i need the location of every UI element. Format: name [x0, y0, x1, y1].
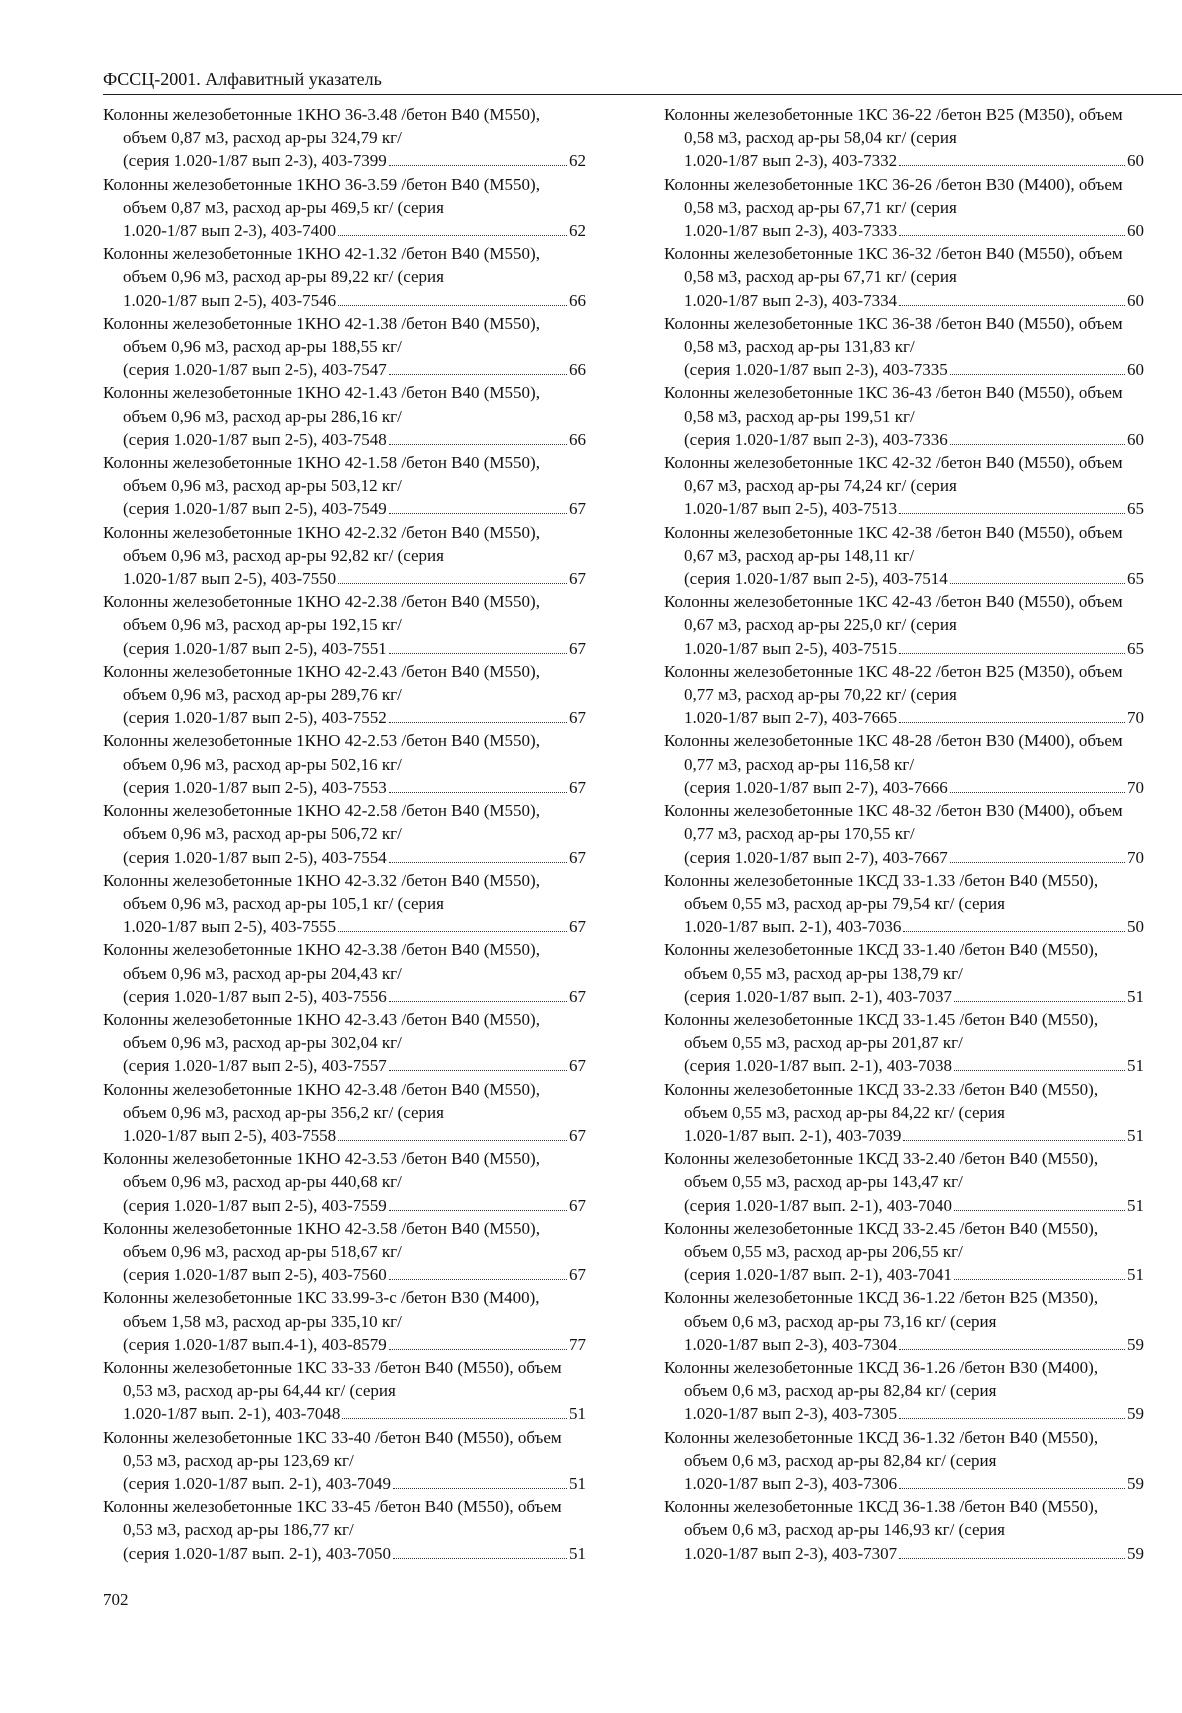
- index-entry-reference: [684, 497, 1144, 520]
- index-entry-code: (серия 1.020-1/87 вып 2-5), 403-7559: [123, 1195, 387, 1215]
- index-entry-page: 60: [1127, 221, 1144, 241]
- index-entry-text: Колонны железобетонные 1КС 33-33 /бетон В40 (М550), объем 0,53 м3, расход ар-ры 64,44 кг/ (серия: [103, 1357, 562, 1401]
- dot-leader: [389, 862, 567, 863]
- dot-leader: [903, 931, 1125, 932]
- dot-leader: [389, 1210, 567, 1211]
- dot-leader: [954, 1001, 1125, 1002]
- index-entry-code: (серия 1.020-1/87 вып 2-5), 403-7556: [123, 986, 387, 1006]
- index-entry-text: Колонны железобетонные 1КС 36-22 /бетон В25 (М350), объем 0,58 м3, расход ар-ры 58,04 кг/ (серия: [664, 105, 1123, 148]
- index-entry: [664, 938, 1144, 1008]
- index-entry-text: Колонны железобетонные 1КНО 42-2.53 /бетон В40 (М550), объем 0,96 м3, расход ар-ры 502,16 кг/: [103, 731, 540, 774]
- dot-leader: [899, 235, 1125, 236]
- index-entry-page: 77: [569, 1334, 586, 1354]
- dot-leader: [338, 583, 567, 584]
- index-entry-page: 51: [569, 1404, 586, 1424]
- index-entry-reference: [684, 1542, 1144, 1565]
- index-entry-page: 59: [1127, 1543, 1144, 1563]
- dot-leader: [393, 1488, 567, 1489]
- index-entry: [664, 312, 1144, 382]
- dot-leader: [950, 444, 1125, 445]
- index-entry-reference: [684, 915, 1144, 938]
- index-entry: [664, 1217, 1144, 1287]
- index-entry: [103, 660, 586, 730]
- index-entry: [664, 451, 1144, 521]
- index-entry-reference: [684, 1472, 1144, 1495]
- dot-leader: [899, 653, 1125, 654]
- index-entry-code: 1.020-1/87 вып 2-3), 403-7305: [684, 1404, 898, 1424]
- index-entry-code: 1.020-1/87 вып 2-5), 403-7558: [123, 1125, 337, 1145]
- index-entry-text: Колонны железобетонные 1КС 36-32 /бетон В40 (М550), объем 0,58 м3, расход ар-ры 67,71 кг/ (серия: [664, 244, 1123, 287]
- index-entry: [664, 1286, 1144, 1356]
- index-entry-code: (серия 1.020-1/87 вып 2-7), 403-7667: [684, 847, 948, 867]
- index-entry: [664, 799, 1144, 869]
- index-entry: [664, 381, 1144, 451]
- index-entry-text: Колонны железобетонные 1КНО 36-3.59 /бетон В40 (М550), объем 0,87 м3, расход ар-ры 469,5 кг/ (серия: [103, 174, 540, 217]
- index-entry-reference: [123, 1333, 586, 1356]
- dot-leader: [950, 583, 1125, 584]
- index-entry-text: Колонны железобетонные 1КСД 36-1.22 /бетон В25 (М350), объем 0,6 м3, расход ар-ры 73,16 кг/ (серия: [664, 1288, 1099, 1331]
- index-entry: [103, 799, 586, 869]
- index-entry-text: Колонны железобетонные 1КСД 33-1.33 /бетон В40 (М550), объем 0,55 м3, расход ар-ры 79,54 кг/ (серия: [664, 870, 1099, 913]
- index-entry-reference: [123, 985, 586, 1008]
- index-entry-page: 67: [569, 986, 586, 1006]
- index-entry-page: 66: [569, 290, 586, 310]
- index-entry-reference: [684, 776, 1144, 799]
- dot-leader: [389, 722, 567, 723]
- index-entry-code: 1.020-1/87 вып 2-3), 403-7332: [684, 151, 898, 171]
- index-entry: [664, 869, 1144, 939]
- index-entry: [103, 312, 586, 382]
- index-entry-reference: [684, 846, 1144, 869]
- index-entry: [103, 451, 586, 521]
- index-entry-reference: [684, 1054, 1144, 1077]
- index-entry-page: 51: [1127, 986, 1144, 1006]
- index-entry-reference: [123, 1263, 586, 1286]
- index-entry-page: 67: [569, 1056, 586, 1076]
- index-entry-page: 70: [1127, 777, 1144, 797]
- index-entry-text: Колонны железобетонные 1КС 33-40 /бетон В40 (М550), объем 0,53 м3, расход ар-ры 123,69 кг/: [103, 1427, 562, 1470]
- index-entry-code: (серия 1.020-1/87 вып 2-5), 403-7560: [123, 1265, 387, 1285]
- index-entry-reference: [123, 289, 586, 312]
- index-entry-reference: [123, 497, 586, 520]
- index-entry-text: Колонны железобетонные 1КС 48-22 /бетон В25 (М350), объем 0,77 м3, расход ар-ры 70,22 кг/ (серия: [664, 661, 1123, 705]
- index-entry-page: 67: [569, 499, 586, 519]
- index-entry-page: 59: [1127, 1404, 1144, 1424]
- dot-leader: [389, 1001, 567, 1002]
- dot-leader: [954, 1210, 1125, 1211]
- dot-leader: [389, 165, 567, 166]
- dot-leader: [389, 513, 567, 514]
- index-entry-reference: [123, 1124, 586, 1147]
- index-entry-text: Колонны железобетонные 1КС 42-43 /бетон В40 (М550), объем 0,67 м3, расход ар-ры 225,0 кг/ (серия: [664, 592, 1123, 635]
- index-entry-text: Колонны железобетонные 1КНО 42-3.43 /бетон В40 (М550), объем 0,96 м3, расход ар-ры 302,04 кг/: [103, 1009, 540, 1053]
- dot-leader: [899, 1349, 1125, 1350]
- dot-leader: [389, 1070, 567, 1071]
- dot-leader: [338, 235, 567, 236]
- index-entry-text: Колонны железобетонные 1КНО 42-1.43 /бетон В40 (М550), объем 0,96 м3, расход ар-ры 286,16 кг/: [103, 383, 540, 426]
- index-entry-text: Колонны железобетонные 1КНО 42-3.58 /бетон В40 (М550), объем 0,96 м3, расход ар-ры 518,67 кг/: [103, 1218, 540, 1261]
- dot-leader: [342, 1418, 567, 1419]
- index-entry: [103, 1426, 586, 1496]
- index-entry-page: 67: [569, 708, 586, 728]
- index-entry-page: 59: [1127, 1473, 1144, 1493]
- index-entry-reference: [123, 567, 586, 590]
- index-entry-reference: [123, 706, 586, 729]
- index-entry-page: 51: [569, 1473, 586, 1493]
- index-entry-page: 67: [569, 569, 586, 589]
- index-entry: [103, 1356, 586, 1426]
- index-entry-code: (серия 1.020-1/87 вып. 2-1), 403-7050: [123, 1543, 392, 1563]
- index-column-left: [103, 103, 586, 1565]
- index-entry: [103, 590, 586, 660]
- index-entry-code: (серия 1.020-1/87 вып 2-3), 403-7335: [684, 360, 948, 380]
- dot-leader: [393, 1558, 567, 1559]
- header-title: ФССЦ-2001. Алфавитный указатель: [103, 69, 382, 89]
- index-entry-text: Колонны железобетонные 1КС 42-38 /бетон В40 (М550), объем 0,67 м3, расход ар-ры 148,11 кг/: [664, 522, 1123, 565]
- index-entry-page: 66: [569, 360, 586, 380]
- index-entry: [103, 938, 586, 1008]
- index-entry-reference: [684, 706, 1144, 729]
- index-entry-code: 1.020-1/87 вып 2-3), 403-7306: [684, 1473, 898, 1493]
- index-entry-text: Колонны железобетонные 1КНО 42-2.32 /бетон В40 (М550), объем 0,96 м3, расход ар-ры 92,82 кг/ (серия: [103, 522, 540, 565]
- index-entry-code: 1.020-1/87 вып 2-3), 403-7307: [684, 1543, 898, 1563]
- index-entry-code: (серия 1.020-1/87 вып. 2-1), 403-7037: [684, 986, 953, 1006]
- dot-leader: [954, 1279, 1125, 1280]
- index-entry-page: 67: [569, 917, 586, 937]
- index-entry: [664, 242, 1144, 312]
- index-entry-text: Колонны железобетонные 1КНО 42-1.32 /бетон В40 (М550), объем 0,96 м3, расход ар-ры 89,22 кг/ (серия: [103, 244, 540, 287]
- index-entry-text: Колонны железобетонные 1КС 33-45 /бетон В40 (М550), объем 0,53 м3, расход ар-ры 186,77 кг/: [103, 1497, 562, 1540]
- index-entry-page: 67: [569, 1195, 586, 1215]
- index-entry: [103, 1495, 586, 1565]
- dot-leader: [899, 1418, 1125, 1419]
- index-entry: [103, 869, 586, 939]
- index-entry-text: Колонны железобетонные 1КСД 36-1.38 /бетон В40 (М550), объем 0,6 м3, расход ар-ры 146,93 кг/ (серия: [664, 1497, 1099, 1540]
- dot-leader: [950, 792, 1125, 793]
- index-entry-code: (серия 1.020-1/87 вып 2-7), 403-7666: [684, 777, 948, 797]
- index-entry-text: Колонны железобетонные 1КНО 42-1.58 /бетон В40 (М550), объем 0,96 м3, расход ар-ры 503,12 кг/: [103, 453, 540, 496]
- index-entry-page: 66: [569, 429, 586, 449]
- index-entry-reference: [684, 289, 1144, 312]
- index-entry: [103, 1217, 586, 1287]
- index-entry-text: Колонны железобетонные 1КНО 36-3.48 /бетон В40 (М550), объем 0,87 м3, расход ар-ры 324,79 кг/: [103, 105, 540, 148]
- index-entry-text: Колонны железобетонные 1КС 33.99-3-с /бетон В30 (М400), объем 1,58 м3, расход ар-ры 335,10 кг/: [103, 1288, 540, 1331]
- index-entry-page: 60: [1127, 360, 1144, 380]
- index-entry-page: 51: [1127, 1125, 1144, 1145]
- index-entry: [664, 1078, 1144, 1148]
- index-entry-text: Колонны железобетонные 1КСД 33-2.40 /бетон В40 (М550), объем 0,55 м3, расход ар-ры 143,47 кг/: [664, 1149, 1099, 1192]
- index-entry-reference: [684, 1124, 1144, 1147]
- dot-leader: [954, 1070, 1125, 1071]
- index-entry: [103, 1078, 586, 1148]
- index-entry-text: Колонны железобетонные 1КНО 42-3.32 /бетон В40 (М550), объем 0,96 м3, расход ар-ры 105,1 кг/ (серия: [103, 870, 540, 913]
- dot-leader: [338, 305, 567, 306]
- index-entry-text: Колонны железобетонные 1КСД 33-1.40 /бетон В40 (М550), объем 0,55 м3, расход ар-ры 138,79 кг/: [664, 940, 1099, 983]
- index-entry-code: 1.020-1/87 вып 2-7), 403-7665: [684, 708, 898, 728]
- index-entry-code: (серия 1.020-1/87 вып. 2-1), 403-7049: [123, 1473, 392, 1493]
- index-entry-code: (серия 1.020-1/87 вып 2-5), 403-7552: [123, 708, 387, 728]
- index-entry-code: 1.020-1/87 вып 2-3), 403-7334: [684, 290, 898, 310]
- index-entry-page: 65: [1127, 638, 1144, 658]
- dot-leader: [899, 722, 1125, 723]
- index-entry-page: 62: [569, 221, 586, 241]
- page-number: 702: [103, 1590, 129, 1609]
- index-entry-text: Колонны железобетонные 1КНО 42-3.38 /бетон В40 (М550), объем 0,96 м3, расход ар-ры 204,43 кг/: [103, 940, 540, 983]
- index-entry: [103, 173, 586, 243]
- dot-leader: [389, 444, 567, 445]
- dot-leader: [389, 1349, 567, 1350]
- dot-leader: [899, 513, 1125, 514]
- index-entry-reference: [123, 149, 586, 172]
- index-entry-page: 51: [569, 1543, 586, 1563]
- index-entry: [103, 1286, 586, 1356]
- index-entry-code: 1.020-1/87 вып 2-5), 403-7513: [684, 499, 898, 519]
- index-entry-reference: [123, 776, 586, 799]
- index-entry-page: 51: [1127, 1265, 1144, 1285]
- index-entry: [664, 1426, 1144, 1496]
- index-entry-code: (серия 1.020-1/87 вып 2-5), 403-7557: [123, 1056, 387, 1076]
- index-entry-code: (серия 1.020-1/87 вып. 2-1), 403-7041: [684, 1265, 953, 1285]
- index-entry: [103, 1147, 586, 1217]
- index-entry-page: 65: [1127, 499, 1144, 519]
- index-entry: [664, 1356, 1144, 1426]
- index-entry-reference: [684, 1194, 1144, 1217]
- index-entry-reference: [684, 428, 1144, 451]
- index-entry-code: (серия 1.020-1/87 вып. 2-1), 403-7040: [684, 1195, 953, 1215]
- index-entry-text: Колонны железобетонные 1КСД 33-2.33 /бетон В40 (М550), объем 0,55 м3, расход ар-ры 84,22 кг/ (серия: [664, 1079, 1099, 1122]
- index-entry-page: 70: [1127, 708, 1144, 728]
- dot-leader: [338, 931, 567, 932]
- index-entry-code: (серия 1.020-1/87 вып 2-3), 403-7336: [684, 429, 948, 449]
- index-entry-reference: [123, 219, 586, 242]
- index-entry: [664, 173, 1144, 243]
- index-entry-page: 67: [569, 1125, 586, 1145]
- index-entry-code: (серия 1.020-1/87 вып 2-5), 403-7551: [123, 638, 387, 658]
- index-entry: [664, 660, 1144, 730]
- index-entry-text: Колонны железобетонные 1КС 48-28 /бетон В30 (М400), объем 0,77 м3, расход ар-ры 116,58 кг/: [664, 731, 1123, 774]
- index-entry-code: (серия 1.020-1/87 вып 2-5), 403-7553: [123, 777, 387, 797]
- dot-leader: [950, 862, 1125, 863]
- index-entry-text: Колонны железобетонные 1КСД 33-2.45 /бетон В40 (М550), объем 0,55 м3, расход ар-ры 206,55 кг/: [664, 1218, 1099, 1261]
- index-entry-text: Колонны железобетонные 1КС 48-32 /бетон В30 (М400), объем 0,77 м3, расход ар-ры 170,55 кг/: [664, 801, 1123, 844]
- index-entry-code: 1.020-1/87 вып 2-3), 403-7304: [684, 1334, 898, 1354]
- index-entry-text: Колонны железобетонные 1КС 42-32 /бетон В40 (М550), объем 0,67 м3, расход ар-ры 74,24 кг/ (серия: [664, 453, 1123, 496]
- index-entry-reference: [123, 1054, 586, 1077]
- index-entry-reference: [123, 1402, 586, 1425]
- index-entry-page: 67: [569, 777, 586, 797]
- dot-leader: [389, 374, 567, 375]
- dot-leader: [389, 653, 567, 654]
- index-entry-page: 51: [1127, 1056, 1144, 1076]
- index-entry-code: 1.020-1/87 вып 2-5), 403-7555: [123, 917, 337, 937]
- index-entry-page: 60: [1127, 290, 1144, 310]
- index-entry-reference: [684, 1263, 1144, 1286]
- index-entry-page: 62: [569, 151, 586, 171]
- index-entry: [103, 1008, 586, 1078]
- index-entry-reference: [684, 219, 1144, 242]
- index-entry-code: 1.020-1/87 вып 2-3), 403-7400: [123, 221, 337, 241]
- index-entry-reference: [123, 915, 586, 938]
- dot-leader: [899, 305, 1125, 306]
- index-entry: [664, 521, 1144, 591]
- index-entry-reference: [123, 846, 586, 869]
- index-entry-page: 50: [1127, 917, 1144, 937]
- index-entry-code: 1.020-1/87 вып 2-3), 403-7333: [684, 221, 898, 241]
- index-entry-code: (серия 1.020-1/87 вып 2-5), 403-7547: [123, 360, 387, 380]
- index-entry-page: 65: [1127, 569, 1144, 589]
- dot-leader: [899, 1558, 1125, 1559]
- index-entry-code: (серия 1.020-1/87 вып 2-5), 403-7514: [684, 569, 948, 589]
- index-entry-code: 1.020-1/87 вып. 2-1), 403-7048: [123, 1404, 341, 1424]
- index-entry: [664, 1147, 1144, 1217]
- index-entry-text: Колонны железобетонные 1КНО 42-3.48 /бетон В40 (М550), объем 0,96 м3, расход ар-ры 356,2 кг/ (серия: [103, 1079, 540, 1122]
- index-entry-page: 67: [569, 1265, 586, 1285]
- index-entry-reference: [123, 428, 586, 451]
- index-entry-reference: [684, 567, 1144, 590]
- index-entry-text: Колонны железобетонные 1КСД 36-1.32 /бетон В40 (М550), объем 0,6 м3, расход ар-ры 82,84 кг/ (серия: [664, 1427, 1099, 1470]
- index-entry-code: (серия 1.020-1/87 вып 2-5), 403-7548: [123, 429, 387, 449]
- index-entry-page: 67: [569, 847, 586, 867]
- index-entry-code: 1.020-1/87 вып 2-5), 403-7550: [123, 569, 337, 589]
- dot-leader: [899, 165, 1125, 166]
- dot-leader: [950, 374, 1125, 375]
- index-entry-text: Колонны железобетонные 1КСД 33-1.45 /бетон В40 (М550), объем 0,55 м3, расход ар-ры 201,87 кг/: [664, 1009, 1099, 1053]
- index-entry: [103, 729, 586, 799]
- dot-leader: [338, 1140, 567, 1141]
- index-entry-reference: [123, 1542, 586, 1565]
- page-header: [103, 64, 1182, 95]
- index-entry: [103, 381, 586, 451]
- index-entry-reference: [684, 637, 1144, 660]
- index-entry-text: Колонны железобетонные 1КНО 42-3.53 /бетон В40 (М550), объем 0,96 м3, расход ар-ры 440,68 кг/: [103, 1149, 540, 1192]
- dot-leader: [389, 1279, 567, 1280]
- index-entry-page: 70: [1127, 847, 1144, 867]
- index-entry-page: 60: [1127, 429, 1144, 449]
- index-entry-reference: [684, 1333, 1144, 1356]
- index-entry: [664, 1495, 1144, 1565]
- index-entry-code: 1.020-1/87 вып. 2-1), 403-7036: [684, 917, 902, 937]
- index-entry: [103, 103, 586, 173]
- index-entry-code: (серия 1.020-1/87 вып 2-5), 403-7549: [123, 499, 387, 519]
- index-column-right: [664, 103, 1144, 1565]
- index-entry-text: Колонны железобетонные 1КНО 42-2.43 /бетон В40 (М550), объем 0,96 м3, расход ар-ры 289,76 кг/: [103, 661, 540, 705]
- dot-leader: [389, 792, 567, 793]
- index-entry-page: 59: [1127, 1334, 1144, 1354]
- index-entry-reference: [123, 1194, 586, 1217]
- index-entry-text: Колонны железобетонные 1КС 36-38 /бетон В40 (М550), объем 0,58 м3, расход ар-ры 131,83 кг/: [664, 313, 1123, 357]
- index-entry-text: Колонны железобетонные 1КНО 42-1.38 /бетон В40 (М550), объем 0,96 м3, расход ар-ры 188,55 кг/: [103, 313, 540, 357]
- index-entry-text: Колонны железобетонные 1КС 36-43 /бетон В40 (М550), объем 0,58 м3, расход ар-ры 199,51 кг/: [664, 383, 1123, 426]
- index-entry-reference: [684, 358, 1144, 381]
- index-entry-reference: [684, 149, 1144, 172]
- index-entry: [103, 521, 586, 591]
- index-entry-text: Колонны железобетонные 1КНО 42-2.38 /бетон В40 (М550), объем 0,96 м3, расход ар-ры 192,15 кг/: [103, 592, 540, 635]
- index-entry: [103, 242, 586, 312]
- index-entry-page: 60: [1127, 151, 1144, 171]
- index-entry: [664, 590, 1144, 660]
- index-entry-text: Колонны железобетонные 1КС 36-26 /бетон В30 (М400), объем 0,58 м3, расход ар-ры 67,71 кг/ (серия: [664, 174, 1123, 217]
- index-entry-code: 1.020-1/87 вып 2-5), 403-7546: [123, 290, 337, 310]
- index-entry: [664, 1008, 1144, 1078]
- index-entry-page: 67: [569, 638, 586, 658]
- index-entry-reference: [123, 358, 586, 381]
- index-entry-code: (серия 1.020-1/87 вып 2-5), 403-7554: [123, 847, 387, 867]
- index-entry-code: (серия 1.020-1/87 вып.4-1), 403-8579: [123, 1334, 387, 1354]
- index-entry-code: 1.020-1/87 вып 2-5), 403-7515: [684, 638, 898, 658]
- dot-leader: [899, 1488, 1125, 1489]
- index-entry: [664, 729, 1144, 799]
- index-entry-text: Колонны железобетонные 1КНО 42-2.58 /бетон В40 (М550), объем 0,96 м3, расход ар-ры 506,72 кг/: [103, 801, 540, 844]
- index-entry-reference: [684, 985, 1144, 1008]
- index-entry-reference: [123, 1472, 586, 1495]
- index-entry: [664, 103, 1144, 173]
- index-entry-code: 1.020-1/87 вып. 2-1), 403-7039: [684, 1125, 902, 1145]
- dot-leader: [903, 1140, 1125, 1141]
- index-entry-page: 51: [1127, 1195, 1144, 1215]
- index-entry-reference: [684, 1402, 1144, 1425]
- index-entry-reference: [123, 637, 586, 660]
- index-entry-code: (серия 1.020-1/87 вып. 2-1), 403-7038: [684, 1056, 953, 1076]
- index-entry-text: Колонны железобетонные 1КСД 36-1.26 /бетон В30 (М400), объем 0,6 м3, расход ар-ры 82,84 кг/ (серия: [664, 1357, 1099, 1401]
- index-entry-code: (серия 1.020-1/87 вып 2-3), 403-7399: [123, 151, 387, 171]
